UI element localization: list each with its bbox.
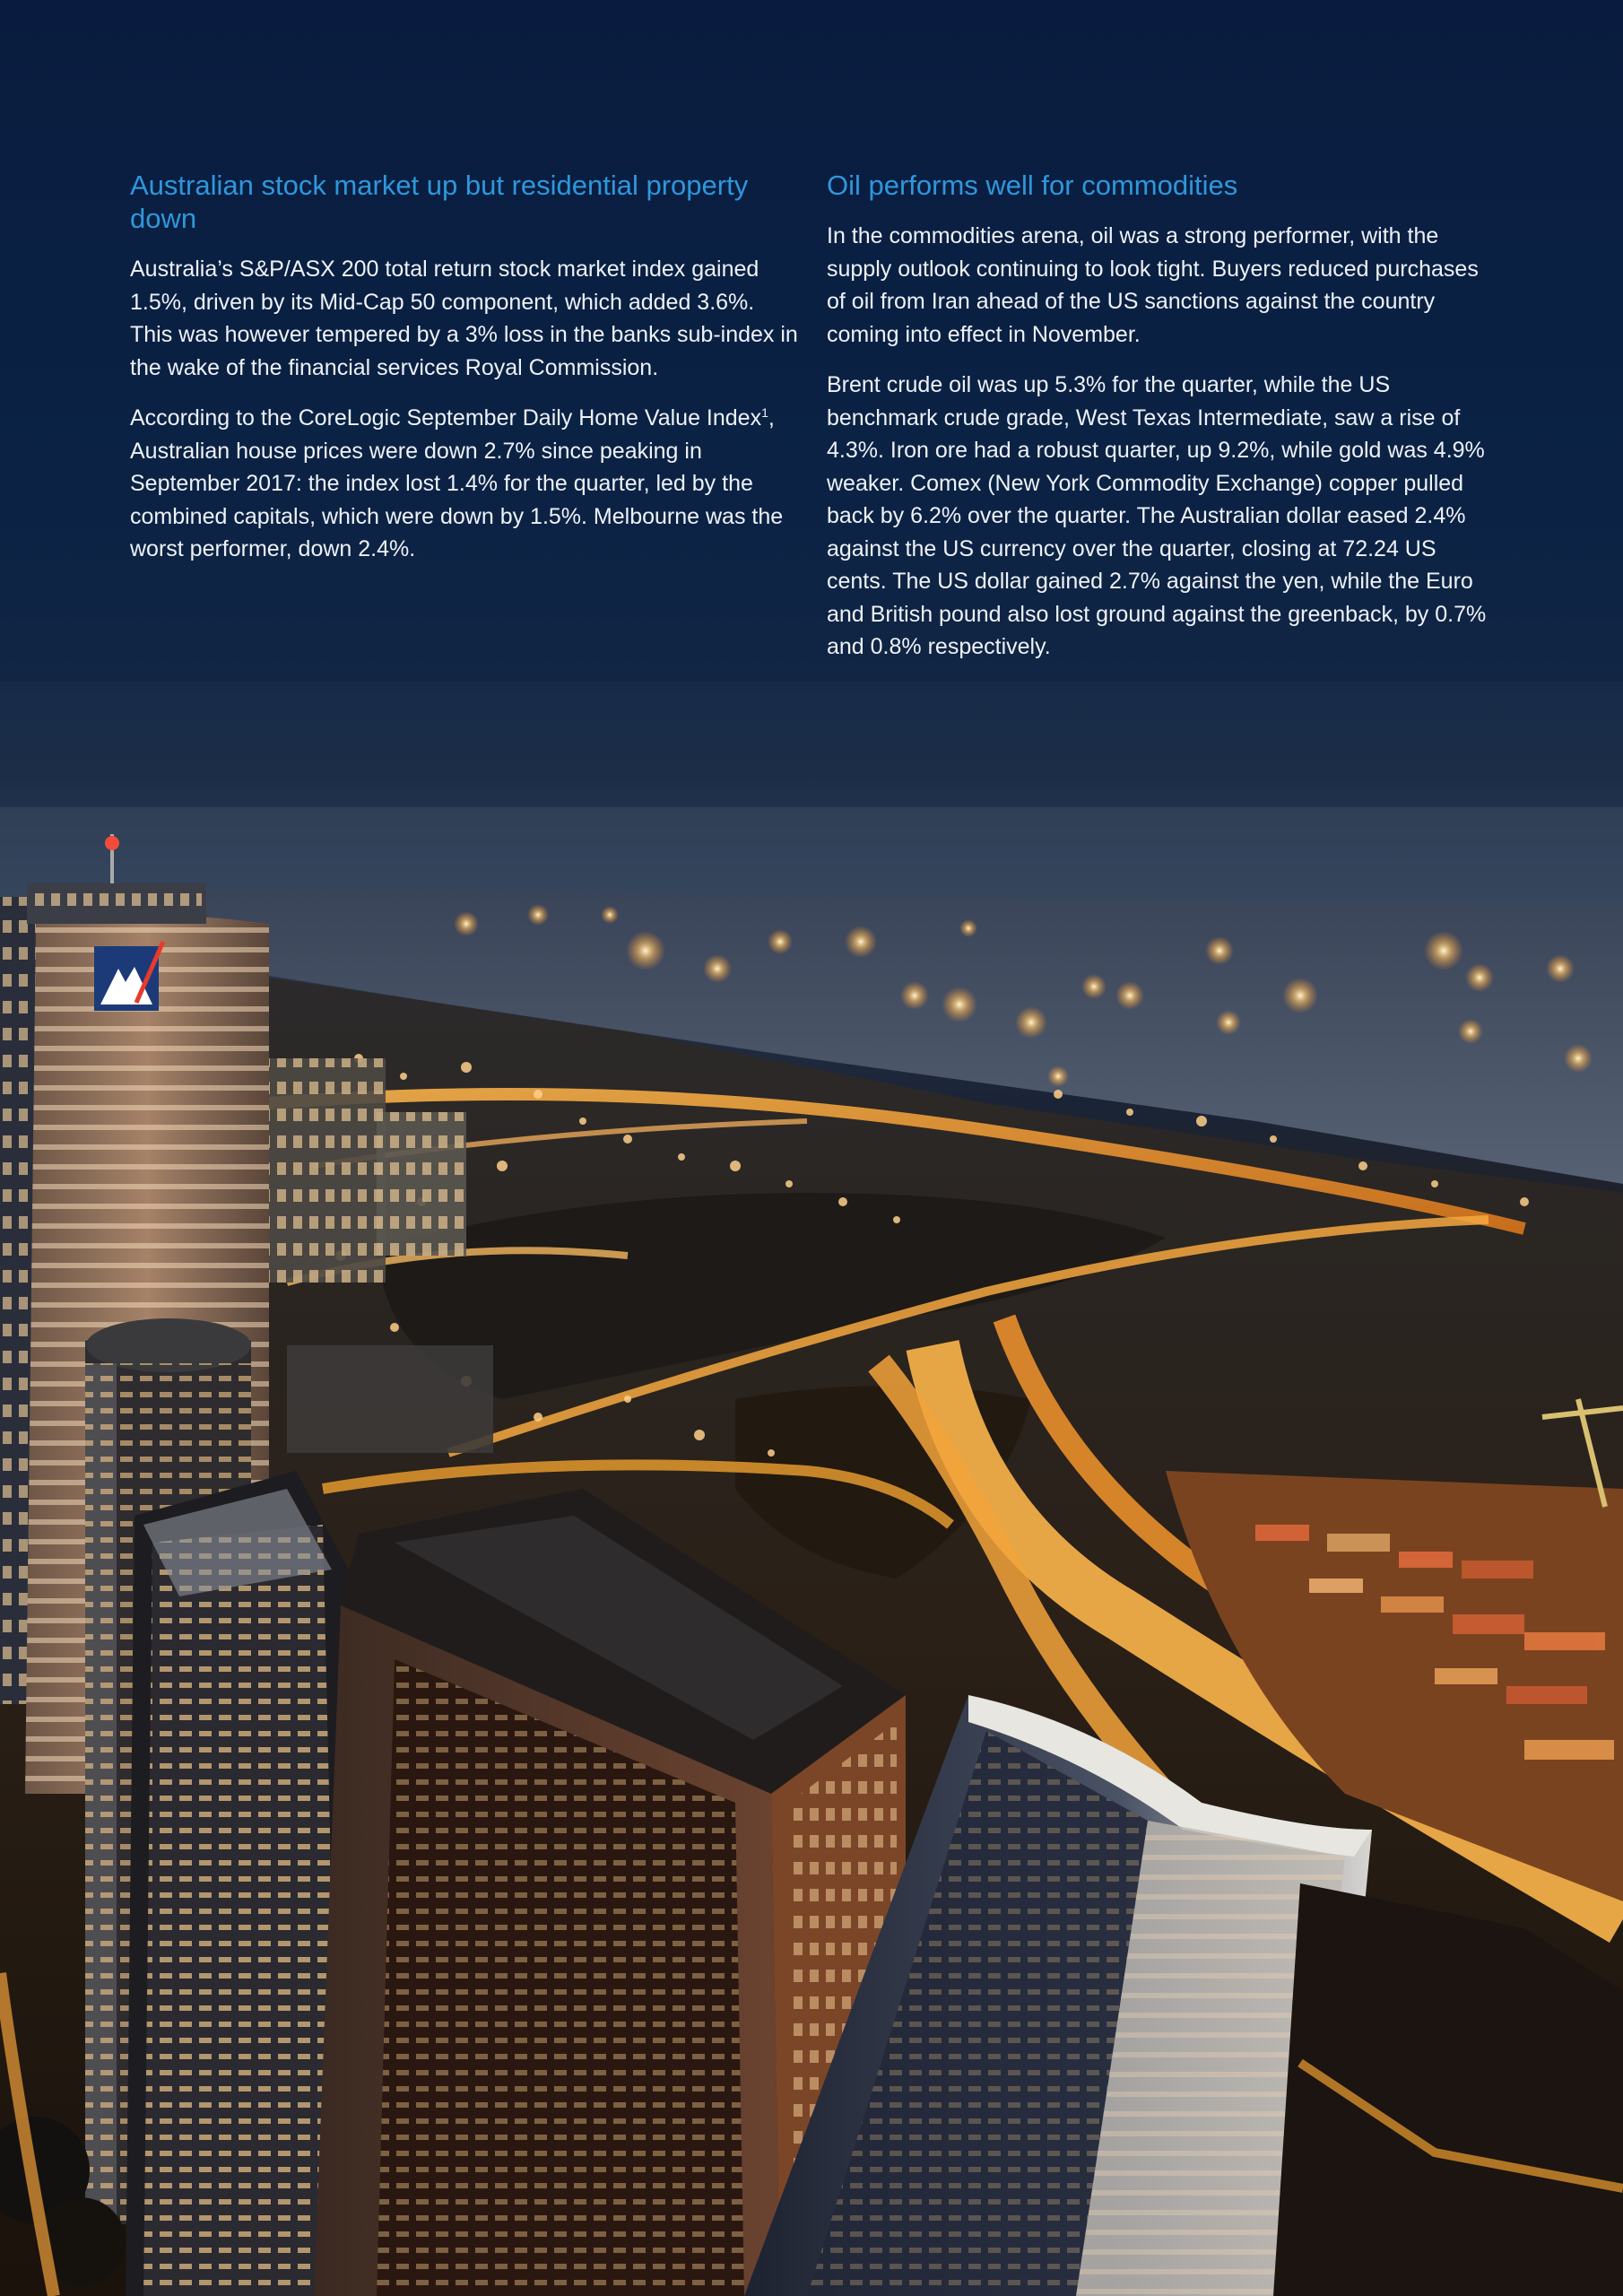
left-paragraph-1: Australia’s S&P/ASX 200 total return stock market index gained 1.5%, driven by its Mid-Cap 50 component, which added 3.6%. This was however tempered by a 3% loss in the banks sub-index in the wake of the financial services Royal Commission. bbox=[130, 257, 798, 380]
right-paragraph-2: Brent crude oil was up 5.3% for the quarter, while the US benchmark crude grade, West Texas Intermediate, saw a rise of 4.3%. Iron ore had a robust quarter, up 9.2%, while gold was 4.9% weaker. Comex (New York Commodity Exchange) copper pulled back by 6.2% over the quarter. The Australian dollar eased 2.4% against the US currency over the quarter, closing at 72.24 US cents. The US dollar gained 2.7% against the yen, while the Euro and British pound also lost ground against the greenback, by 0.7% and 0.8% respectively. bbox=[827, 372, 1487, 659]
left-heading: Australian stock market up but residential property down bbox=[130, 170, 749, 234]
right-heading: Oil performs well for commodities bbox=[827, 170, 1238, 201]
left-paragraph-2-text-continued: , Australian house prices were down 2.7% since peaking in September 2017: the index lost 1.4% for the quarter, led by the combined capitals, which were down by 1.5%. Melbourne was the worst performer, down 2.4%. bbox=[130, 405, 784, 561]
left-paragraph-2-text: According to the CoreLogic September Daily Home Value Index bbox=[130, 405, 762, 430]
left-paragraph-2 bbox=[130, 402, 798, 566]
footnote-marker[interactable]: 1 bbox=[761, 405, 768, 420]
right-column bbox=[827, 169, 1495, 682]
left-column bbox=[130, 169, 798, 584]
right-paragraph-1: In the commodities arena, oil was a strong performer, with the supply outlook continuing to look tight. Buyers reduced purchases of oil from Iran ahead of the US sanctions against the country coming into effect in November. bbox=[827, 223, 1479, 347]
